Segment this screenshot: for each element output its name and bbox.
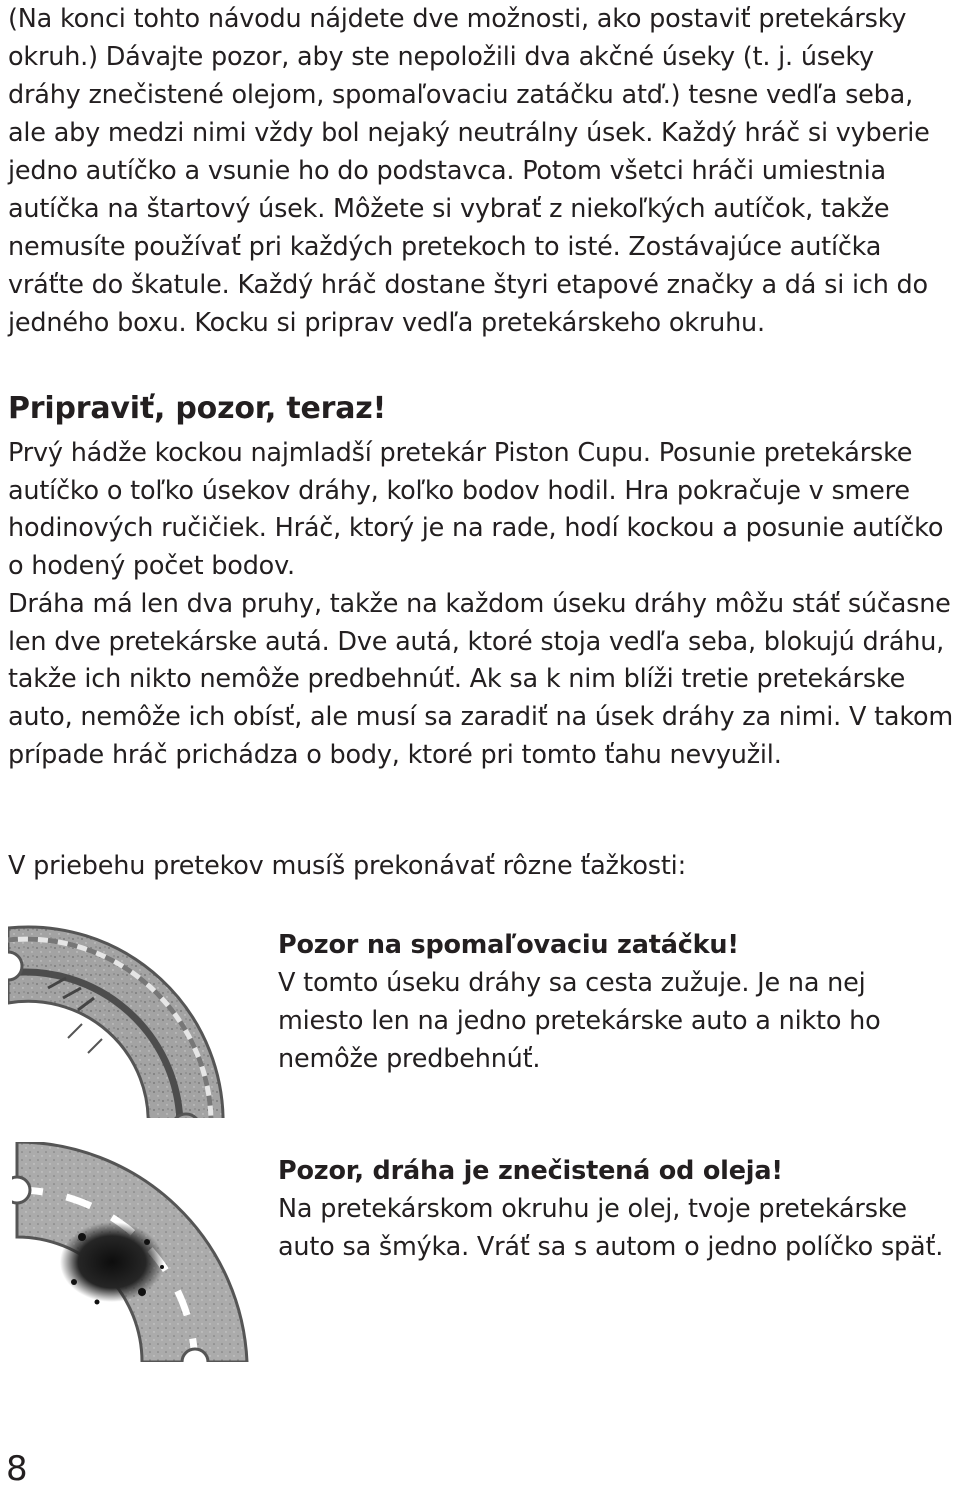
slowdown-curve-track-icon: [8, 918, 258, 1118]
hazard-oil-spill: [278, 1152, 958, 1266]
rules-paragraph-2: Dráha má len dva pruhy, takže na každom úseku dráhy môžu stáť súčasne len dve pretekárske autá. Dve autá, ktoré stoja vedľa seba, blokujú dráhu, takže ich nikto nemôže predbehnúť. Ak sa k nim blíži tretie pretekárske auto, nemôže ich obísť, ale musí sa zaradiť na úsek dráhy za nimi. V takom prípade hráč prichádza o body, ktoré pri tomto ťahu nevyužil.: [8, 589, 954, 770]
rules-paragraph-1: Prvý hádže kockou najmladší pretekár Piston Cupu. Posunie pretekárske autíčko o toľko úsekov dráhy, koľko bodov hodil. Hra pokračuje v smere hodinových ručičiek. Hráč, ktorý je na rade, hodí kockou a posunie autíčko o hodený počet bodov.: [8, 438, 944, 582]
page-number: 8: [6, 1449, 28, 1489]
hazard-title: Pozor, dráha je znečistená od oleja!: [278, 1156, 783, 1186]
hazard-description: Na pretekárskom okruhu je olej, tvoje pretekárske auto sa šmýka. Vráť sa s autom o jedno políčko späť.: [278, 1194, 944, 1262]
hazard-title: Pozor na spomaľovaciu zatáčku!: [278, 930, 739, 960]
hazard-description: V tomto úseku dráhy sa cesta zužuje. Je na nej miesto len na jedno pretekárske auto a nikto ho nemôže predbehnúť.: [278, 968, 881, 1074]
section-heading: Pripraviť, pozor, teraz!: [8, 391, 387, 426]
intro-paragraph: (Na konci tohto návodu nájdete dve možnosti, ako postaviť pretekársky okruh.) Dávajte pozor, aby ste nepoložili dva akčné úseky (t. j. úseky dráhy znečistené olejom, spomaľovaciu zatáčku atď.) tesne vedľa seba, ale aby medzi nimi vždy bol nejaký neutrálny úsek. Každý hráč si vyberie jedno autíčko a vsunie ho do podstavca. Potom všetci hráči umiestnia autíčka na štartový úsek. Môžete si vybrať z niekoľkých autíčok, takže nemusíte používať pri každých pretekoch to isté. Zostávajúce autíčka vráťte do škatule. Každý hráč dostane štyri etapové značky a dá si ich do jedného boxu. Kocku si priprav vedľa pretekárskeho okruhu.: [8, 4, 930, 338]
oil-spill-track-icon: [12, 1142, 252, 1362]
difficulties-intro: V priebehu pretekov musíš prekonávať rôzne ťažkosti:: [8, 851, 686, 881]
hazard-slowdown-curve: [278, 926, 958, 1078]
